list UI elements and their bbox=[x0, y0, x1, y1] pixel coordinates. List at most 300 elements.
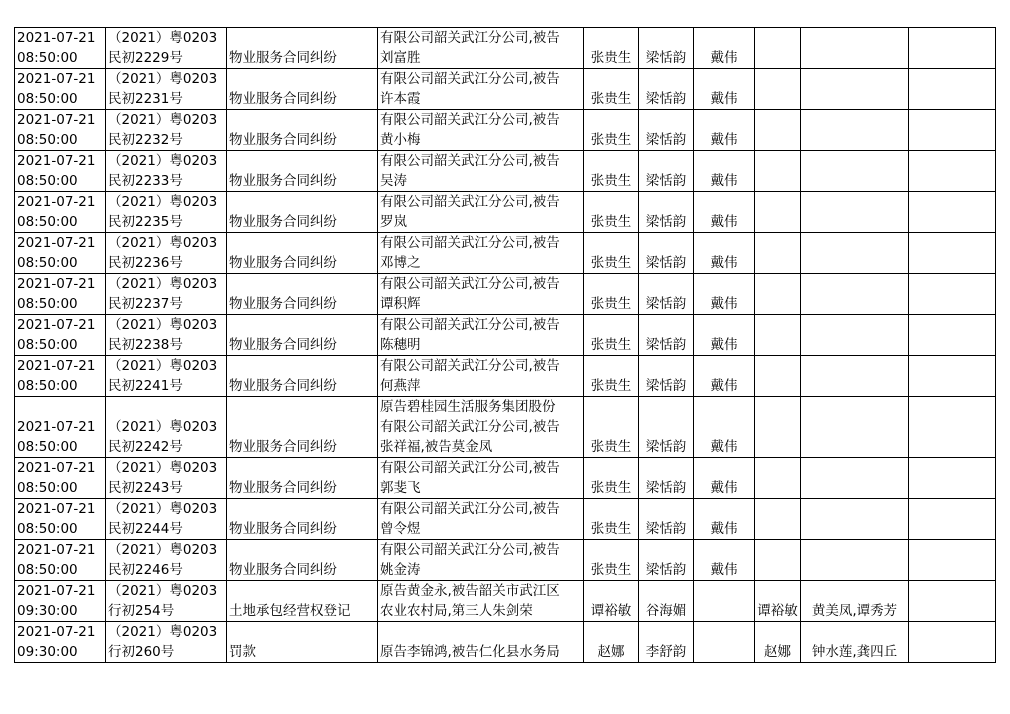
case-cause-cell-line: 物业服务合同纠纷 bbox=[229, 173, 337, 189]
clerk-cell-line: 李舒韵 bbox=[645, 644, 687, 660]
panel-member-cell-line: 戴伟 bbox=[710, 132, 738, 148]
extra-cell bbox=[909, 69, 996, 110]
date-time-cell bbox=[15, 233, 106, 274]
extra-cell bbox=[909, 151, 996, 192]
date-time-cell-line: 2021-07-21 bbox=[17, 153, 96, 169]
parties-cell bbox=[378, 28, 584, 69]
parties-cell-line: 有限公司韶关武江分公司,被告 bbox=[380, 71, 560, 87]
clerk-cell-line: 梁恬韵 bbox=[645, 480, 687, 496]
clerk-cell-line: 梁恬韵 bbox=[645, 521, 687, 537]
presiding-cell bbox=[755, 233, 801, 274]
parties-cell bbox=[378, 458, 584, 499]
panel-member-cell-line: 戴伟 bbox=[710, 255, 738, 271]
date-time-cell bbox=[15, 192, 106, 233]
presiding-cell bbox=[755, 458, 801, 499]
extra-cell bbox=[909, 28, 996, 69]
case-cause-cell bbox=[227, 192, 378, 233]
clerk-cell bbox=[639, 397, 694, 458]
panel-member-cell-line: 戴伟 bbox=[710, 439, 738, 455]
case-cause-cell-line: 罚款 bbox=[229, 644, 256, 660]
date-time-cell-line: 2021-07-21 bbox=[17, 276, 96, 292]
panel-member-cell bbox=[694, 110, 755, 151]
date-time-cell-line: 2021-07-21 bbox=[17, 358, 96, 374]
case-cause-cell-line: 物业服务合同纠纷 bbox=[229, 337, 337, 353]
presiding-cell-line: 赵娜 bbox=[764, 644, 791, 660]
date-time-cell-line: 2021-07-21 bbox=[17, 30, 96, 46]
judge-cell bbox=[584, 110, 639, 151]
date-time-cell-line: 08:50:00 bbox=[17, 91, 78, 107]
date-time-cell bbox=[15, 622, 106, 663]
panel-member-cell bbox=[694, 28, 755, 69]
parties-cell bbox=[378, 397, 584, 458]
jurors-cell bbox=[801, 622, 909, 663]
judge-cell-line: 张贵生 bbox=[590, 378, 632, 394]
parties-cell bbox=[378, 622, 584, 663]
panel-member-cell-line: 戴伟 bbox=[710, 562, 738, 578]
judge-cell-line: 张贵生 bbox=[590, 132, 632, 148]
date-time-cell-line: 2021-07-21 bbox=[17, 460, 96, 476]
jurors-cell bbox=[801, 356, 909, 397]
date-time-cell bbox=[15, 356, 106, 397]
panel-member-cell-line: 戴伟 bbox=[710, 337, 738, 353]
case-cause-cell bbox=[227, 581, 378, 622]
case-cause-cell bbox=[227, 110, 378, 151]
date-time-cell-line: 08:50:00 bbox=[17, 255, 78, 271]
panel-member-cell bbox=[694, 397, 755, 458]
case-number-cell bbox=[106, 540, 227, 581]
case-cause-cell-line: 物业服务合同纠纷 bbox=[229, 439, 337, 455]
case-number-cell-line: 民初2243号 bbox=[108, 480, 183, 496]
judge-cell-line: 张贵生 bbox=[590, 50, 632, 66]
panel-member-cell bbox=[694, 69, 755, 110]
case-number-cell-line: （2021）粤0203 bbox=[108, 235, 218, 251]
judge-cell-line: 张贵生 bbox=[590, 337, 632, 353]
case-cause-cell bbox=[227, 499, 378, 540]
clerk-cell-line: 梁恬韵 bbox=[645, 378, 687, 394]
judge-cell-line: 赵娜 bbox=[597, 644, 625, 660]
presiding-cell bbox=[755, 192, 801, 233]
jurors-cell bbox=[801, 110, 909, 151]
judge-cell bbox=[584, 69, 639, 110]
presiding-cell bbox=[755, 110, 801, 151]
clerk-cell bbox=[639, 315, 694, 356]
parties-cell bbox=[378, 540, 584, 581]
parties-cell-line: 张祥福,被告莫金凤 bbox=[380, 439, 493, 455]
case-cause-cell-line: 物业服务合同纠纷 bbox=[229, 214, 337, 230]
judge-cell-line: 张贵生 bbox=[590, 173, 632, 189]
panel-member-cell-line: 戴伟 bbox=[710, 173, 738, 189]
case-number-cell-line: 民初2233号 bbox=[108, 173, 183, 189]
parties-cell-line: 原告李锦鸿,被告仁化县水务局 bbox=[380, 644, 560, 660]
table-row bbox=[15, 274, 996, 315]
judge-cell bbox=[584, 622, 639, 663]
judge-cell bbox=[584, 397, 639, 458]
date-time-cell-line: 09:30:00 bbox=[17, 644, 78, 660]
case-cause-cell bbox=[227, 397, 378, 458]
parties-cell-line: 许本霞 bbox=[380, 91, 421, 107]
clerk-cell bbox=[639, 110, 694, 151]
judge-cell bbox=[584, 192, 639, 233]
hearing-schedule-table bbox=[14, 27, 996, 663]
panel-member-cell bbox=[694, 581, 755, 622]
parties-cell-line: 曾令煜 bbox=[380, 521, 421, 537]
case-number-cell-line: 民初2241号 bbox=[108, 378, 183, 394]
judge-cell-line: 张贵生 bbox=[590, 480, 632, 496]
jurors-cell bbox=[801, 315, 909, 356]
date-time-cell bbox=[15, 499, 106, 540]
panel-member-cell bbox=[694, 356, 755, 397]
judge-cell-line: 谭裕敏 bbox=[590, 603, 632, 619]
jurors-cell bbox=[801, 28, 909, 69]
date-time-cell-line: 2021-07-21 bbox=[17, 583, 96, 599]
extra-cell bbox=[909, 397, 996, 458]
table-row bbox=[15, 540, 996, 581]
panel-member-cell-line: 戴伟 bbox=[710, 521, 738, 537]
case-number-cell-line: 民初2232号 bbox=[108, 132, 183, 148]
parties-cell-line: 谭积辉 bbox=[380, 296, 421, 312]
judge-cell bbox=[584, 458, 639, 499]
parties-cell-line: 原告碧桂园生活服务集团股份 bbox=[380, 399, 556, 415]
case-number-cell-line: 行初254号 bbox=[108, 603, 175, 619]
date-time-cell-line: 08:50:00 bbox=[17, 173, 78, 189]
clerk-cell bbox=[639, 151, 694, 192]
case-number-cell bbox=[106, 315, 227, 356]
clerk-cell bbox=[639, 28, 694, 69]
date-time-cell bbox=[15, 540, 106, 581]
parties-cell bbox=[378, 274, 584, 315]
clerk-cell-line: 梁恬韵 bbox=[645, 214, 687, 230]
case-cause-cell bbox=[227, 356, 378, 397]
case-number-cell bbox=[106, 192, 227, 233]
presiding-cell bbox=[755, 28, 801, 69]
case-number-cell bbox=[106, 233, 227, 274]
date-time-cell-line: 2021-07-21 bbox=[17, 317, 96, 333]
clerk-cell bbox=[639, 622, 694, 663]
panel-member-cell-line: 戴伟 bbox=[710, 214, 738, 230]
jurors-cell bbox=[801, 192, 909, 233]
extra-cell bbox=[909, 356, 996, 397]
case-number-cell-line: （2021）粤0203 bbox=[108, 358, 218, 374]
case-cause-cell bbox=[227, 540, 378, 581]
case-number-cell-line: 民初2238号 bbox=[108, 337, 183, 353]
case-number-cell bbox=[106, 581, 227, 622]
parties-cell-line: 有限公司韶关武江分公司,被告 bbox=[380, 419, 560, 435]
clerk-cell bbox=[639, 233, 694, 274]
presiding-cell bbox=[755, 274, 801, 315]
judge-cell-line: 张贵生 bbox=[590, 296, 632, 312]
extra-cell bbox=[909, 581, 996, 622]
case-cause-cell-line: 物业服务合同纠纷 bbox=[229, 562, 337, 578]
jurors-cell-line: 钟水莲,龚四丘 bbox=[811, 644, 898, 660]
parties-cell-line: 有限公司韶关武江分公司,被告 bbox=[380, 501, 560, 517]
date-time-cell-line: 08:50:00 bbox=[17, 480, 78, 496]
case-number-cell-line: （2021）粤0203 bbox=[108, 194, 218, 210]
parties-cell bbox=[378, 499, 584, 540]
extra-cell bbox=[909, 540, 996, 581]
date-time-cell-line: 08:50:00 bbox=[17, 296, 78, 312]
judge-cell bbox=[584, 581, 639, 622]
case-cause-cell-line: 物业服务合同纠纷 bbox=[229, 521, 337, 537]
parties-cell bbox=[378, 69, 584, 110]
clerk-cell-line: 梁恬韵 bbox=[645, 439, 687, 455]
judge-cell bbox=[584, 499, 639, 540]
clerk-cell-line: 梁恬韵 bbox=[645, 337, 687, 353]
parties-cell-line: 邓博之 bbox=[380, 255, 421, 271]
presiding-cell bbox=[755, 499, 801, 540]
table-row bbox=[15, 397, 996, 458]
date-time-cell-line: 2021-07-21 bbox=[17, 501, 96, 517]
parties-cell bbox=[378, 315, 584, 356]
case-number-cell-line: 民初2231号 bbox=[108, 91, 183, 107]
panel-member-cell bbox=[694, 540, 755, 581]
parties-cell bbox=[378, 581, 584, 622]
date-time-cell bbox=[15, 110, 106, 151]
parties-cell-line: 有限公司韶关武江分公司,被告 bbox=[380, 276, 560, 292]
parties-cell bbox=[378, 356, 584, 397]
clerk-cell bbox=[639, 356, 694, 397]
presiding-cell bbox=[755, 397, 801, 458]
panel-member-cell bbox=[694, 233, 755, 274]
case-cause-cell-line: 物业服务合同纠纷 bbox=[229, 255, 337, 271]
date-time-cell-line: 2021-07-21 bbox=[17, 112, 96, 128]
parties-cell-line: 有限公司韶关武江分公司,被告 bbox=[380, 317, 560, 333]
table-row bbox=[15, 28, 996, 69]
date-time-cell bbox=[15, 69, 106, 110]
parties-cell-line: 刘富胜 bbox=[380, 50, 421, 66]
case-cause-cell bbox=[227, 315, 378, 356]
case-number-cell-line: 民初2244号 bbox=[108, 521, 183, 537]
case-number-cell-line: 行初260号 bbox=[108, 644, 175, 660]
jurors-cell bbox=[801, 274, 909, 315]
table-body bbox=[15, 28, 996, 663]
case-cause-cell bbox=[227, 233, 378, 274]
date-time-cell-line: 08:50:00 bbox=[17, 337, 78, 353]
case-cause-cell bbox=[227, 151, 378, 192]
table-row bbox=[15, 356, 996, 397]
case-number-cell-line: 民初2229号 bbox=[108, 50, 183, 66]
case-number-cell-line: （2021）粤0203 bbox=[108, 583, 218, 599]
case-number-cell bbox=[106, 356, 227, 397]
date-time-cell-line: 2021-07-21 bbox=[17, 624, 96, 640]
clerk-cell bbox=[639, 458, 694, 499]
jurors-cell bbox=[801, 69, 909, 110]
table-row bbox=[15, 151, 996, 192]
clerk-cell bbox=[639, 274, 694, 315]
presiding-cell bbox=[755, 622, 801, 663]
extra-cell bbox=[909, 315, 996, 356]
extra-cell bbox=[909, 274, 996, 315]
panel-member-cell bbox=[694, 274, 755, 315]
case-number-cell bbox=[106, 458, 227, 499]
jurors-cell bbox=[801, 397, 909, 458]
case-number-cell bbox=[106, 110, 227, 151]
extra-cell bbox=[909, 233, 996, 274]
panel-member-cell-line: 戴伟 bbox=[710, 378, 738, 394]
date-time-cell-line: 2021-07-21 bbox=[17, 235, 96, 251]
panel-member-cell-line: 戴伟 bbox=[710, 296, 738, 312]
extra-cell bbox=[909, 192, 996, 233]
judge-cell bbox=[584, 151, 639, 192]
parties-cell-line: 吴涛 bbox=[380, 173, 407, 189]
case-number-cell-line: （2021）粤0203 bbox=[108, 501, 218, 517]
parties-cell-line: 有限公司韶关武江分公司,被告 bbox=[380, 235, 560, 251]
case-number-cell bbox=[106, 151, 227, 192]
case-number-cell bbox=[106, 69, 227, 110]
panel-member-cell-line: 戴伟 bbox=[710, 91, 738, 107]
case-number-cell-line: （2021）粤0203 bbox=[108, 71, 218, 87]
case-cause-cell bbox=[227, 274, 378, 315]
judge-cell-line: 张贵生 bbox=[590, 91, 632, 107]
jurors-cell-line: 黄美凤,谭秀芳 bbox=[811, 603, 898, 619]
case-number-cell bbox=[106, 622, 227, 663]
case-number-cell-line: （2021）粤0203 bbox=[108, 30, 218, 46]
presiding-cell-line: 谭裕敏 bbox=[757, 603, 798, 619]
case-cause-cell bbox=[227, 622, 378, 663]
judge-cell bbox=[584, 315, 639, 356]
clerk-cell bbox=[639, 192, 694, 233]
panel-member-cell bbox=[694, 622, 755, 663]
clerk-cell bbox=[639, 540, 694, 581]
date-time-cell bbox=[15, 151, 106, 192]
table-row bbox=[15, 499, 996, 540]
parties-cell-line: 原告黄金永,被告韶关市武江区 bbox=[380, 583, 560, 599]
extra-cell bbox=[909, 622, 996, 663]
date-time-cell bbox=[15, 458, 106, 499]
parties-cell-line: 姚金涛 bbox=[380, 562, 421, 578]
table-row bbox=[15, 622, 996, 663]
date-time-cell-line: 08:50:00 bbox=[17, 378, 78, 394]
judge-cell bbox=[584, 274, 639, 315]
panel-member-cell bbox=[694, 315, 755, 356]
date-time-cell-line: 09:30:00 bbox=[17, 603, 78, 619]
presiding-cell bbox=[755, 315, 801, 356]
case-number-cell bbox=[106, 397, 227, 458]
case-number-cell-line: （2021）粤0203 bbox=[108, 460, 218, 476]
parties-cell-line: 有限公司韶关武江分公司,被告 bbox=[380, 30, 560, 46]
case-number-cell-line: （2021）粤0203 bbox=[108, 419, 218, 435]
presiding-cell bbox=[755, 69, 801, 110]
parties-cell-line: 有限公司韶关武江分公司,被告 bbox=[380, 194, 560, 210]
table-row bbox=[15, 233, 996, 274]
table-row bbox=[15, 110, 996, 151]
parties-cell bbox=[378, 233, 584, 274]
panel-member-cell-line: 戴伟 bbox=[710, 480, 738, 496]
judge-cell-line: 张贵生 bbox=[590, 521, 632, 537]
extra-cell bbox=[909, 110, 996, 151]
date-time-cell-line: 08:50:00 bbox=[17, 50, 78, 66]
date-time-cell-line: 2021-07-21 bbox=[17, 194, 96, 210]
jurors-cell bbox=[801, 581, 909, 622]
jurors-cell bbox=[801, 499, 909, 540]
date-time-cell-line: 2021-07-21 bbox=[17, 71, 96, 87]
judge-cell-line: 张贵生 bbox=[590, 562, 632, 578]
date-time-cell-line: 2021-07-21 bbox=[17, 419, 96, 435]
parties-cell-line: 郭斐飞 bbox=[380, 480, 421, 496]
case-number-cell-line: （2021）粤0203 bbox=[108, 112, 218, 128]
presiding-cell bbox=[755, 151, 801, 192]
case-cause-cell bbox=[227, 28, 378, 69]
case-number-cell-line: （2021）粤0203 bbox=[108, 317, 218, 333]
clerk-cell-line: 梁恬韵 bbox=[645, 562, 687, 578]
clerk-cell-line: 梁恬韵 bbox=[645, 132, 687, 148]
case-cause-cell-line: 物业服务合同纠纷 bbox=[229, 91, 337, 107]
jurors-cell bbox=[801, 540, 909, 581]
parties-cell-line: 陈穗明 bbox=[380, 337, 421, 353]
presiding-cell bbox=[755, 581, 801, 622]
parties-cell bbox=[378, 110, 584, 151]
date-time-cell-line: 08:50:00 bbox=[17, 521, 78, 537]
judge-cell bbox=[584, 356, 639, 397]
case-number-cell bbox=[106, 274, 227, 315]
presiding-cell bbox=[755, 540, 801, 581]
parties-cell-line: 有限公司韶关武江分公司,被告 bbox=[380, 358, 560, 374]
judge-cell-line: 张贵生 bbox=[590, 214, 632, 230]
judge-cell bbox=[584, 28, 639, 69]
date-time-cell bbox=[15, 274, 106, 315]
case-cause-cell-line: 物业服务合同纠纷 bbox=[229, 378, 337, 394]
case-number-cell-line: 民初2242号 bbox=[108, 439, 183, 455]
extra-cell bbox=[909, 458, 996, 499]
case-number-cell bbox=[106, 28, 227, 69]
extra-cell bbox=[909, 499, 996, 540]
jurors-cell bbox=[801, 233, 909, 274]
clerk-cell-line: 梁恬韵 bbox=[645, 255, 687, 271]
case-number-cell-line: （2021）粤0203 bbox=[108, 624, 218, 640]
parties-cell-line: 农业农村局,第三人朱剑荣 bbox=[380, 603, 533, 619]
judge-cell-line: 张贵生 bbox=[590, 439, 632, 455]
date-time-cell-line: 2021-07-21 bbox=[17, 542, 96, 558]
date-time-cell bbox=[15, 315, 106, 356]
clerk-cell-line: 梁恬韵 bbox=[645, 173, 687, 189]
date-time-cell bbox=[15, 28, 106, 69]
clerk-cell-line: 梁恬韵 bbox=[645, 50, 687, 66]
judge-cell-line: 张贵生 bbox=[590, 255, 632, 271]
case-number-cell-line: 民初2236号 bbox=[108, 255, 183, 271]
table-row bbox=[15, 458, 996, 499]
date-time-cell-line: 08:50:00 bbox=[17, 439, 78, 455]
table-row bbox=[15, 581, 996, 622]
date-time-cell bbox=[15, 581, 106, 622]
parties-cell-line: 有限公司韶关武江分公司,被告 bbox=[380, 460, 560, 476]
clerk-cell bbox=[639, 499, 694, 540]
table-row bbox=[15, 69, 996, 110]
date-time-cell-line: 08:50:00 bbox=[17, 132, 78, 148]
judge-cell bbox=[584, 233, 639, 274]
panel-member-cell bbox=[694, 151, 755, 192]
parties-cell bbox=[378, 151, 584, 192]
parties-cell bbox=[378, 192, 584, 233]
judge-cell bbox=[584, 540, 639, 581]
date-time-cell-line: 08:50:00 bbox=[17, 562, 78, 578]
case-cause-cell-line: 物业服务合同纠纷 bbox=[229, 480, 337, 496]
case-number-cell-line: （2021）粤0203 bbox=[108, 276, 218, 292]
case-cause-cell bbox=[227, 458, 378, 499]
clerk-cell bbox=[639, 69, 694, 110]
jurors-cell bbox=[801, 151, 909, 192]
case-number-cell-line: 民初2237号 bbox=[108, 296, 183, 312]
parties-cell-line: 有限公司韶关武江分公司,被告 bbox=[380, 153, 560, 169]
date-time-cell bbox=[15, 397, 106, 458]
date-time-cell-line: 08:50:00 bbox=[17, 214, 78, 230]
case-cause-cell-line: 土地承包经营权登记 bbox=[229, 603, 351, 619]
parties-cell-line: 有限公司韶关武江分公司,被告 bbox=[380, 112, 560, 128]
clerk-cell-line: 梁恬韵 bbox=[645, 91, 687, 107]
case-number-cell-line: 民初2246号 bbox=[108, 562, 183, 578]
panel-member-cell bbox=[694, 499, 755, 540]
clerk-cell bbox=[639, 581, 694, 622]
table-row bbox=[15, 192, 996, 233]
case-cause-cell-line: 物业服务合同纠纷 bbox=[229, 132, 337, 148]
